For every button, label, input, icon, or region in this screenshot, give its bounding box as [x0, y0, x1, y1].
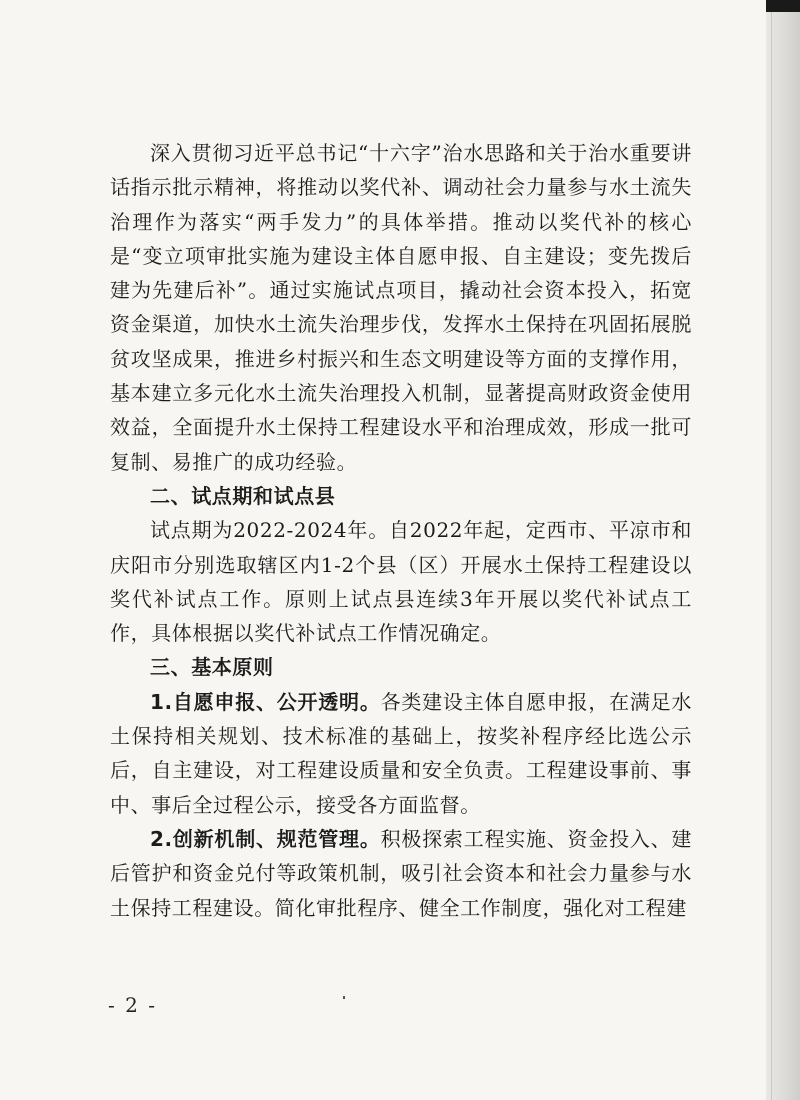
scan-corner-mark [766, 0, 800, 12]
principle-2-paragraph [110, 822, 692, 925]
scan-speck [343, 996, 345, 999]
section-heading-pilot-period: 二、试点期和试点县 [150, 483, 336, 508]
section-heading-principles: 三、基本原则 [150, 655, 274, 680]
pilot-period-paragraph: 试点期为2022-2024年。自2022年起，定西市、平凉市和庆阳市分别选取辖区内1-2个县（区）开展水土保持工程建设以奖代补试点工作。原则上试点县连续3年开展以奖代补试点工作，具体根据以奖代补试点工作情况确定。 [110, 518, 692, 646]
document-body [110, 136, 692, 925]
intro-paragraph: 深入贯彻习近平总书记“十六字”治水思路和关于治水重要讲话指示批示精神，将推动以奖代补、调动社会力量参与水土流失治理作为落实“两手发力”的具体举措。推动以奖代补的核心是“变立项审批实施为建设主体自愿申报、自主建设；变先拨后建为先建后补”。通过实施试点项目，撬动社会资本投入，拓宽资金渠道，加快水土流失治理步伐，发挥水土保持在巩固拓展脱贫攻坚成果，推进乡村振兴和生态文明建设等方面的支撑作用，基本建立多元化水土流失治理投入机制，显著提高财政资金使用效益，全面提升水土保持工程建设水平和治理成效，形成一批可复制、易推广的成功经验。 [110, 141, 692, 474]
page-number: - 2 - [108, 993, 157, 1017]
principle-1-paragraph [110, 685, 692, 822]
principle-2-title: 2.创新机制、规范管理。 [150, 826, 381, 851]
principle-1-text: 各类建设主体自愿申报，在满足水土保持相关规划、技术标准的基础上，按奖补程序经比选公示后，自主建设，对工程建设质量和安全负责。工程建设事前、事中、事后全过程公示，接受各方面监督。 [110, 689, 693, 817]
principle-1-title: 1.自愿申报、公开透明。 [150, 689, 381, 714]
scan-edge-line [771, 0, 772, 1100]
principle-2-text: 积极探索工程实施、资金投入、建后管护和资金兑付等政策机制，吸引社会资本和社会力量参与水土保持工程建设。简化审批程序、健全工作制度，强化对工程建 [110, 826, 693, 920]
